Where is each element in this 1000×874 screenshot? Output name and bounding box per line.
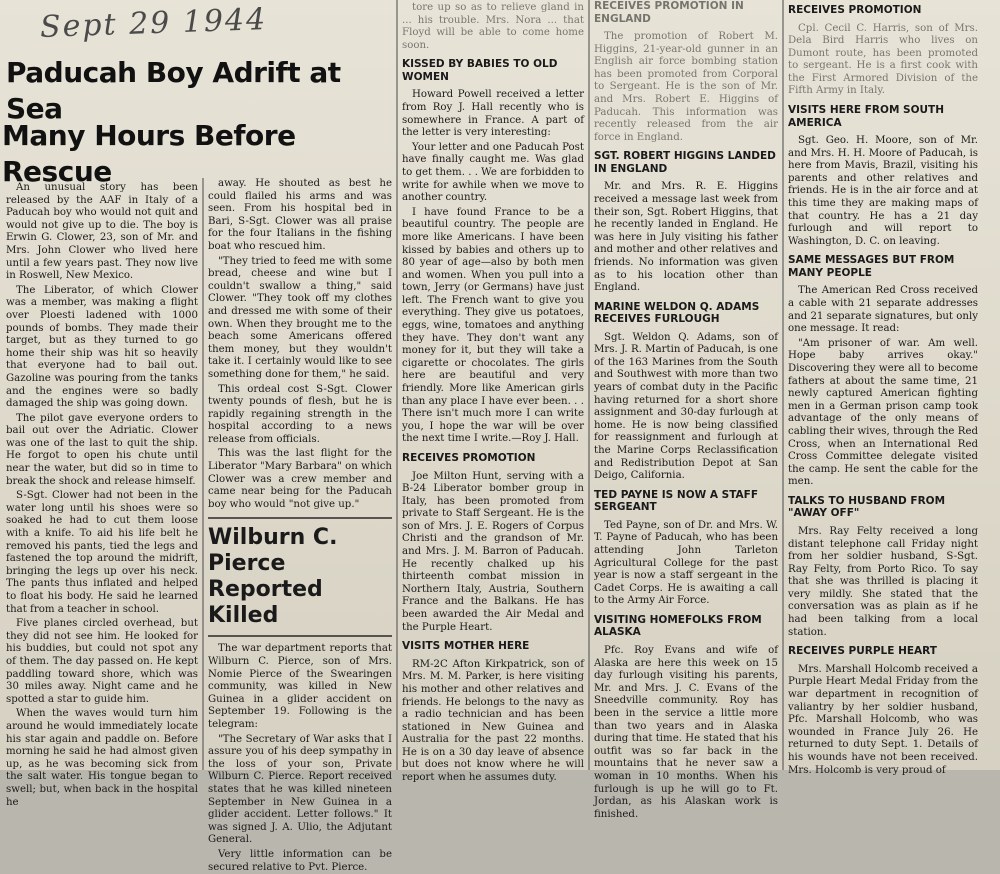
- article-paragraph: "Am prisoner of war. Am well. Hope baby arrives okay." Discovering they were all to become fathers at about the same time, 21 newly captured American fighting men in a German prison camp took advantage of the only means of cabling their wives, through the Red Cross, when an International Red Cross Committee delegate visited the camp. He sent the cable for the men.: [788, 337, 978, 488]
- heading-kissed-by-babies: KISSED BY BABIES TO OLD WOMEN: [402, 58, 558, 83]
- article-paragraph: away. He shouted as best he could flailed his arms and was seen. From his hospital bed in Bari, S-Sgt. Clower was all praise for the four Italians in the fishing boat who rescued him.: [208, 178, 392, 252]
- article-paragraph: Sgt. Geo. H. Moore, son of Mr. and Mrs. H. H. Moore of Paducah, is here from Mavis, Brazil, visiting his parents and other relatives and friends. He is in the air force and at this time they are making maps of that country. He has a 21 day furlough and will report to Washington, D. C. on leaving.: [788, 135, 978, 247]
- article-paragraph: Joe Milton Hunt, serving with a B-24 Liberator bomber group in Italy, has been promoted from private to Staff Sergeant. He is the son of Mrs. J. E. Rogers of Corpus Christi and the grandson of Mr. and Mrs. J. M. Barron of Paducah. He recently chalked up his thirteenth combat mission in Northern Italy, Austria, Southern France and the Balkans. He has been awarded the Air Medal and the Purple Heart.: [402, 470, 584, 633]
- article-paragraph: The American Red Cross received a cable with 21 separate addresses and 21 separate signatures, but only one message. It read:: [788, 285, 978, 335]
- heading-sgt-higgins: SGT. ROBERT HIGGINS LANDED IN ENGLAND: [594, 150, 776, 175]
- article-paragraph: Cpl. Cecil C. Harris, son of Mrs. Dela Bird Harris who lives on Dumont route, has been promoted to sergeant. He is a first cook with the First Armored Division of the Fifth Army in Italy.: [788, 22, 978, 97]
- article-paragraph: Pfc. Roy Evans and wife of Alaska are here this week on 15 day furlough visiting his parents, Mr. and Mrs. J. C. Evans of the Sneedville community. Roy has been in the service a little more than two years and in Alaska during that time. He stated that his outfit was so far back in the mountains that he never saw a woman in 10 months. When his furlough is up he will go to Ft. Jordan, as his Alaskan work is finished.: [594, 644, 778, 820]
- article-paragraph: Five planes circled overhead, but they did not see him. He looked for his buddies, but could not spot any of them. The day passed on. He kept paddling toward shore, which was 30 miles away. Night came and he spotted a star to guide him.: [6, 618, 198, 705]
- heading-marine-adams: MARINE WELDON Q. ADAMS RECEIVES FURLOUGH: [594, 300, 760, 326]
- heading-receives-promotion: RECEIVES PROMOTION: [788, 4, 922, 16]
- article-paragraph: Howard Powell received a letter from Roy J. Hall recently who is somewhere in France. A part of the letter is very interesting:: [402, 89, 584, 139]
- article-paragraph: Ted Payne, son of Dr. and Mrs. W. T. Payne of Paducah, who has been attending John Tarleton Agricultural College for the past year is now a staff sergeant in the Cadet Corps. He is awaiting a call to the Army Air Force.: [594, 519, 778, 607]
- heading-purple-heart: RECEIVES PURPLE HEART: [788, 645, 937, 658]
- article-paragraph: Sgt. Weldon Q. Adams, son of Mrs. J. R. Martin of Paducah, is one of the 163 Marines from the South and Southwest with more than two years of combat duty in the Pacific having returned for a short shore assignment and 30-day furlough at home. He is now being classified for reassignment and furlough at the Marine Corps Reclassification and Redistribution Depot at San Deigo, California.: [594, 331, 778, 482]
- heading-visits-mother: VISITS MOTHER HERE: [402, 640, 530, 653]
- article-paragraph: "The Secretary of War asks that I assure you of his deep sympathy in the loss of your son, Private Wilburn C. Pierce. Report received states that he was killed nineteen September in New Guinea in a glider accident. Letter follows." It was signed J. A. Ulio, the Adjutant General.: [208, 733, 392, 846]
- headline-paducah-boy: Paducah Boy Adrift at Sea: [6, 56, 341, 125]
- heading-receives-promotion: RECEIVES PROMOTION: [402, 452, 536, 464]
- handwritten-date: Sept 29 1944: [39, 2, 268, 45]
- article-paragraph: RM-2C Afton Kirkpatrick, son of Mrs. M. M. Parker, is here visiting his mother and other relatives and friends. He belongs to the navy as a radio technician and has been stationed in New Guinea and Australia for the past 22 months. He is on a 30 day leave of absence but does not know where he will report when he assumes duty.: [402, 658, 584, 784]
- divider: [208, 517, 392, 519]
- article-paragraph: The pilot gave everyone orders to bail out over the Adriatic. Clower was one of the last to quit the ship. He forgot to open his chute until near the water, but did so in time to break the shock and release himself.: [6, 412, 198, 487]
- divider: [208, 635, 392, 637]
- article-paragraph: Mr. and Mrs. R. E. Higgins received a message last week from their son, Sgt. Robert Higgins, that he recently landed in England. He was here in July visiting his father and mother and other relatives and friends. No information was given as to his location other than England.: [594, 181, 778, 294]
- heading-ted-payne: TED PAYNE IS NOW A STAFF SERGEANT: [594, 488, 759, 514]
- heading-promotion-england: RECEIVES PROMOTION IN ENGLAND: [594, 0, 744, 25]
- article-paragraph: This ordeal cost S-Sgt. Clower twenty pounds of flesh, but he is rapidly regaining strength in the hospital according to a news release from officials.: [208, 383, 392, 445]
- article-paragraph: Your letter and one Paducah Post have finally caught me. Was glad to get them. . . We are forbidden to write for awhile when we move to another country.: [402, 141, 584, 204]
- article-paragraph: An unusual story has been released by the AAF in Italy of a Paducah boy who would not quit and would not give up to die. The boy is Erwin G. Clower, 23, son of Mr. and Mrs. John Clower who lived here until a few years past. They now live in Roswell, New Mexico.: [6, 182, 198, 282]
- article-paragraph: Mrs. Marshall Holcomb received a Purple Heart Medal Friday from the war department in recognition of valiantry by her soldier husband, Pfc. Marshall Holcomb, who was wounded in France July 26. He returned to duty Sept. 1. Details of his wounds have not been received. Mrs. Holcomb is very proud of: [788, 663, 978, 776]
- heading-talks-to-husband: TALKS TO HUSBAND FROM "AWAY OFF": [788, 494, 946, 520]
- article-paragraph: I have found France to be a beautiful country. The people are more like Americans. I have been kissed by babies and others up to 80 year of age—also by both men and women. When you pull into a town, Jerry (or Germans) have just left. The French want to give you everything. They give us potatoes, eggs, wine, tomatoes and anything they have. They don't want any money for it, but they will take a cigarette or chocolates. The girls here are beautiful and very friendly. More like American girls than any place I have ever been. . . There isn't much more I can write you, I hope the war will be over the next time I write.—Roy J. Hall.: [402, 206, 584, 445]
- column-1-body: [2, 182, 202, 808]
- article-paragraph: When the waves would turn him around he would immediately locate his star again and paddle on. Before morning he said he had almost given up, as he was becoming sick from the salt water. His tongue began to swell; but, when back in the hospital he: [6, 708, 198, 808]
- article-paragraph: "They tried to feed me with some bread, cheese and wine but I couldn't swallow a thing," said Clower. "They took off my clothes and dressed me with some of their own. When they brought me to the beach some Americans offered them money, but they wouldn't take it. I certainly would like to see something done for them," he said.: [208, 255, 392, 380]
- article-paragraph: S-Sgt. Clower had not been in the water long until his shoes were so soaked he had to cut them loose with a knife. To aid his life belt he removed his pants, tied the legs and fastened the top around the midrift, bringing the legs up over his neck. The pants thus inflated and helped to float his body. He said he learned that from a teacher in school.: [6, 490, 198, 615]
- article-paragraph: Very little information can be secured relative to Pvt. Pierce.: [208, 848, 392, 873]
- article-paragraph: This was the last flight for the Liberator "Mary Barbara" on which Clower was a crew member and came near being for the Paducah boy who would "not give up.": [208, 448, 392, 510]
- clipped-text: tore up so as to relieve gland in ... his trouble. Mrs. Nora ... that Floyd will be able to come home soon.: [402, 2, 584, 51]
- heading-same-messages: SAME MESSAGES BUT FROM MANY PEOPLE: [788, 254, 955, 279]
- article-paragraph: Mrs. Ray Felty received a long distant telephone call Friday night from her soldier husband, S-Sgt. Ray Felty, from Porto Rico. To say that she was thrilled is placing it very mildly. She stated that the conversation was as plain as if he had been talking from a local station.: [788, 525, 978, 638]
- headline-many-hours: Many Hours Before Rescue: [2, 119, 296, 188]
- column-4: [590, 0, 782, 820]
- column-3: [398, 0, 588, 784]
- article-paragraph: The war department reports that Wilburn C. Pierce, son of Mrs. Nomie Pierce of the Swearingen community, was killed in New Guinea in a glider accident on September 19. Following is the telegram:: [208, 643, 392, 730]
- column-5: [784, 0, 982, 776]
- heading-visiting-alaska: VISITING HOMEFOLKS FROM ALASKA: [594, 613, 762, 639]
- headline-pierce-killed: Wilburn C. Pierce Reported Killed: [208, 525, 338, 629]
- article-paragraph: The Liberator, of which Clower was a member, was making a flight over Ploesti ladened with 1000 pounds of bombs. They made their target, but as they turned to go home their ship was hit so heavily that everyone had to bail out. Gazoline was pouring from the tanks and the engines were so badly damaged the ship was going down.: [6, 284, 198, 410]
- article-paragraph: The promotion of Robert M. Higgins, 21-year-old gunner in an English air force bombing station has been promoted from Corporal to Sergeant. He is the son of Mr. and Mrs. Robert E. Higgins of Paducah. This information was recently released from the air force in England.: [594, 31, 778, 143]
- heading-visits-south-america: VISITS HERE FROM SOUTH AMERICA: [788, 104, 945, 129]
- column-2-body: [204, 178, 396, 873]
